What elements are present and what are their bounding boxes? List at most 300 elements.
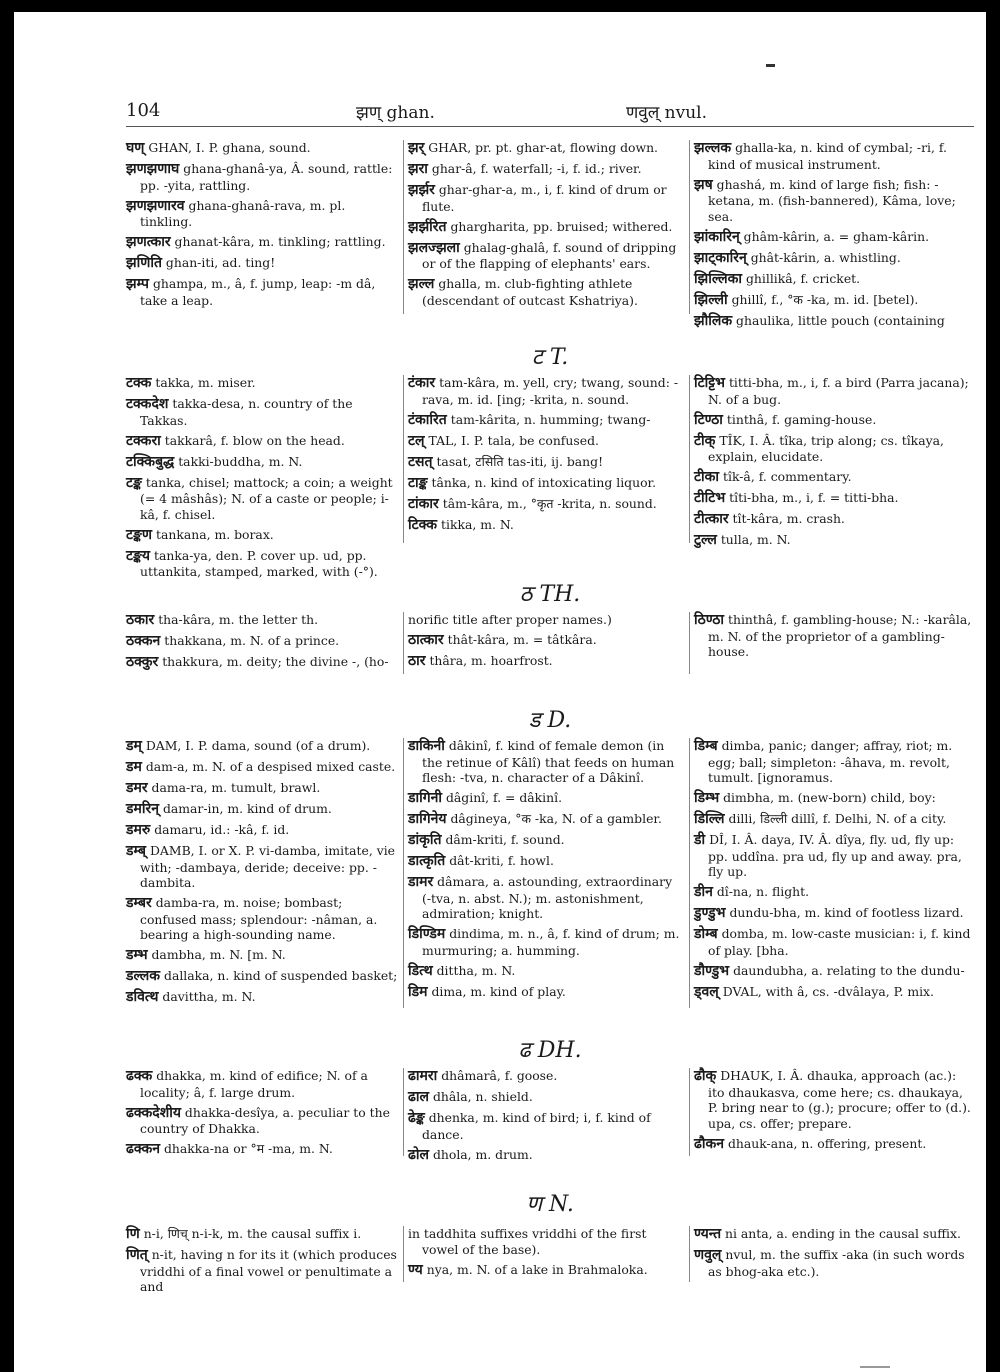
dictionary-entry bbox=[408, 811, 684, 828]
entry-definition: dindima, m. n., â, f. kind of drum; m. murmuring; a. humming. bbox=[422, 926, 680, 958]
dictionary-entry bbox=[694, 1226, 974, 1243]
dictionary-entry bbox=[694, 984, 974, 1001]
entry-definition: DAM, I. P. dama, sound (of a drum). bbox=[145, 738, 371, 753]
entry-definition: thakkura, m. deity; the divine -, (ho- bbox=[162, 654, 389, 669]
headword-devanagari: डागिनेय bbox=[408, 811, 447, 827]
column-divider bbox=[403, 1226, 404, 1282]
headword-devanagari: झांकारिन् bbox=[694, 228, 740, 245]
entry-definition: DHAUK, I. Â. dhauka, approach (ac.): ito dhaukasva, come here; cs. dhaukaya, P. bring near to (g.); procure; offer to (d.). upa, cs. offer; prepare. bbox=[708, 1068, 971, 1131]
dictionary-entry bbox=[694, 612, 974, 660]
entry-definition: dhauk-ana, n. offering, present. bbox=[727, 1135, 927, 1151]
dictionary-entry bbox=[126, 612, 398, 629]
dictionary-entry bbox=[694, 1247, 974, 1279]
dictionary-entry bbox=[694, 292, 974, 309]
scan-right-border bbox=[986, 0, 1000, 1372]
entry-definition: domba, m. low-caste musician: i, f. kind of play. [bha. bbox=[708, 926, 971, 958]
headword-devanagari: झणत्कार bbox=[126, 234, 171, 250]
dictionary-entry bbox=[126, 738, 398, 755]
dictionary-entry bbox=[408, 475, 684, 492]
dictionary-entry bbox=[126, 375, 398, 392]
dictionary-entry bbox=[408, 653, 684, 670]
entry-definition: tîti-bha, m., i, f. = titti-bha. bbox=[729, 490, 899, 505]
headword-devanagari: टिट्टिभ bbox=[694, 375, 725, 391]
dictionary-column bbox=[694, 612, 974, 664]
entry-definition: dâkinî, f. kind of female demon (in the retinue of Kâlî) that feeds on human flesh: -tva, n. character of a Dâkinî. bbox=[422, 738, 675, 785]
headword-devanagari: ढक्कन bbox=[126, 1141, 161, 1157]
dictionary-column bbox=[126, 612, 398, 675]
headword-devanagari: डिम्ब bbox=[694, 738, 718, 754]
entry-definition: tânka, n. kind of intoxicating liquor. bbox=[431, 474, 657, 490]
headword-devanagari: झणिति bbox=[126, 255, 162, 271]
headword-devanagari: टंकार bbox=[408, 375, 436, 391]
entry-definition: n-it, having n for its it (which produces vriddhi of a final vowel or penultimate a and bbox=[140, 1247, 397, 1294]
dictionary-entry bbox=[126, 1141, 398, 1158]
dictionary-entry bbox=[694, 926, 974, 958]
dictionary-entry bbox=[126, 140, 398, 157]
entry-definition: dî-na, n. flight. bbox=[716, 884, 810, 899]
entry-definition: ghillikâ, f. cricket. bbox=[745, 270, 861, 286]
headword-devanagari: डात्कृति bbox=[408, 853, 446, 869]
entry-definition: tinthâ, f. gaming-house. bbox=[726, 411, 877, 427]
dictionary-entry bbox=[694, 905, 974, 922]
entry-definition: ghaulika, little pouch (containing bbox=[736, 312, 945, 328]
entry-definition: ghar-â, f. waterfall; -i, f. id.; river. bbox=[431, 161, 642, 176]
headword-devanagari: डम्ब् bbox=[126, 843, 147, 859]
entry-definition: damba-ra, m. noise; bombast; confused mass; splendour: -nâman, a. bearing a high-sounding name. bbox=[140, 895, 378, 942]
dictionary-entry bbox=[126, 989, 398, 1006]
column-divider bbox=[689, 375, 690, 543]
entry-definition: dâm-kriti, f. sound. bbox=[445, 832, 565, 847]
entry-definition: thâra, m. hoarfrost. bbox=[429, 653, 553, 668]
headword-devanagari: झर्झरित bbox=[408, 218, 447, 235]
dictionary-entry bbox=[694, 490, 974, 507]
dictionary-entry bbox=[694, 1068, 974, 1131]
running-header bbox=[126, 100, 974, 124]
entry-definition: damar-in, m. kind of drum. bbox=[162, 801, 332, 816]
headword-devanagari: डांकृति bbox=[408, 832, 442, 848]
dictionary-entry bbox=[126, 255, 398, 272]
dictionary-entry bbox=[126, 633, 398, 650]
entry-definition: ghalag-ghalâ, f. sound of dripping or of the flapping of elephants' ears. bbox=[422, 239, 677, 271]
dictionary-entry bbox=[408, 1262, 684, 1279]
headword-devanagari: टल् bbox=[408, 432, 425, 449]
dictionary-entry bbox=[126, 968, 398, 985]
headword-devanagari: डामर bbox=[408, 874, 434, 890]
headword-devanagari: टङ्कण bbox=[126, 526, 153, 543]
entry-definition: takka, m. miser. bbox=[155, 375, 256, 390]
headword-devanagari: टिक्क bbox=[408, 516, 438, 533]
entry-definition: thakkana, m. N. of a prince. bbox=[164, 633, 340, 648]
dictionary-entry bbox=[408, 632, 684, 649]
dictionary-entry bbox=[408, 496, 684, 513]
headword-devanagari: टक्करा bbox=[126, 432, 161, 449]
dictionary-entry bbox=[694, 790, 974, 807]
entry-definition: GHAN, I. P. ghana, sound. bbox=[148, 140, 311, 155]
headword-devanagari: झणझणाघ bbox=[126, 161, 180, 177]
dictionary-entry bbox=[408, 790, 684, 807]
dictionary-entry bbox=[126, 822, 398, 839]
dictionary-column bbox=[408, 612, 684, 674]
entry-definition: tam-kârita, n. humming; twang- bbox=[450, 411, 651, 427]
headword-devanagari: ड्वल् bbox=[694, 983, 719, 1000]
headword-devanagari: टीका bbox=[694, 469, 720, 485]
entry-definition: ghalla, m. club-fighting athlete (descendant of outcast Kshatriya). bbox=[422, 276, 638, 308]
headword-devanagari: डम्बर bbox=[126, 895, 152, 911]
dictionary-entry bbox=[408, 984, 684, 1001]
headword-devanagari: टङ्क bbox=[126, 474, 142, 491]
section-heading: ट T. bbox=[531, 345, 569, 370]
headword-devanagari: डोम्ब bbox=[694, 926, 718, 942]
dictionary-entry bbox=[694, 884, 974, 901]
headword-devanagari: ढक्क bbox=[126, 1068, 153, 1084]
dictionary-entry bbox=[126, 759, 398, 776]
entry-definition: TÎK, I. Â. tîka, trip along; cs. tîkaya, explain, elucidate. bbox=[708, 432, 944, 464]
dictionary-entry bbox=[408, 517, 684, 534]
headword-devanagari: ढाल bbox=[408, 1089, 429, 1105]
headword-devanagari: टङ्कय bbox=[126, 547, 151, 564]
dictionary-entry bbox=[408, 1147, 684, 1164]
section-heading: ड D. bbox=[528, 708, 572, 733]
dictionary-entry bbox=[126, 1105, 398, 1137]
headword-devanagari: टांकार bbox=[408, 495, 439, 512]
dictionary-column bbox=[126, 375, 398, 584]
dictionary-entry bbox=[126, 548, 398, 580]
dictionary-entry bbox=[408, 738, 684, 786]
column-divider bbox=[403, 738, 404, 1008]
dictionary-column bbox=[694, 1068, 974, 1157]
entry-definition: daundubha, a. relating to the dundu- bbox=[733, 962, 965, 978]
section-heading: ण N. bbox=[526, 1192, 574, 1217]
entry-definition: tanka-ya, den. P. cover up. ud, pp. uttankita, stamped, marked, with (-°). bbox=[140, 547, 378, 579]
column-divider bbox=[403, 1068, 404, 1156]
headword-devanagari: डवित्थ bbox=[126, 989, 159, 1005]
headword-devanagari: टंकारित bbox=[408, 411, 447, 428]
dictionary-entry bbox=[408, 1089, 684, 1106]
dictionary-entry bbox=[694, 375, 974, 407]
entry-definition: dilli, डिल्ली dillî, f. Delhi, N. of a city. bbox=[728, 811, 947, 826]
entry-definition: dhola, m. drum. bbox=[432, 1146, 533, 1162]
bottom-edge-mark bbox=[860, 1366, 890, 1368]
dictionary-entry bbox=[126, 396, 398, 428]
dictionary-column bbox=[694, 375, 974, 553]
headword-devanagari: झल्लक bbox=[694, 140, 732, 156]
dictionary-column bbox=[126, 738, 398, 1010]
dictionary-entry bbox=[126, 947, 398, 964]
dictionary-entry bbox=[126, 161, 398, 193]
headword-devanagari: टक्क bbox=[126, 375, 152, 391]
headword-devanagari: झणझणारव bbox=[126, 197, 185, 214]
dictionary-entry bbox=[126, 527, 398, 544]
headword-devanagari: झल्ल bbox=[408, 276, 435, 292]
entry-definition: ghan-iti, ad. ting! bbox=[165, 255, 276, 270]
entry-definition: DAMB, I. or X. P. vi-damba, imitate, vie with; -dambaya, deride; deceive: pp. -dambita. bbox=[140, 843, 395, 890]
dictionary-entry bbox=[694, 412, 974, 429]
dictionary-entry bbox=[694, 177, 974, 225]
headword-devanagari: ण्य bbox=[408, 1261, 423, 1278]
right-running-head: णवुल् nvul. bbox=[626, 103, 708, 123]
headword-devanagari: ढौक् bbox=[694, 1068, 717, 1084]
entry-definition: DÎ, I. Â. daya, IV. Â. dîya, fly. ud, fly up: pp. uddîna. pra ud, fly up and away. pra, fly up. bbox=[708, 832, 962, 879]
section-heading: ठ TH. bbox=[519, 582, 581, 607]
entry-definition: takki-buddha, m. N. bbox=[178, 453, 303, 469]
dictionary-entry bbox=[408, 874, 684, 922]
dictionary-entry bbox=[408, 219, 684, 236]
headword-devanagari: ढोल bbox=[408, 1146, 429, 1163]
headword-devanagari: डौण्डुभ bbox=[694, 962, 730, 979]
headword-devanagari: टीक् bbox=[694, 432, 716, 449]
dictionary-entry bbox=[408, 161, 684, 178]
headword-devanagari: झर् bbox=[408, 140, 425, 156]
dictionary-column bbox=[126, 1226, 398, 1299]
entry-definition: nvul, m. the suffix -aka (in such words as bhog-aka etc.). bbox=[708, 1247, 965, 1279]
headword-devanagari: ढेङ्क bbox=[408, 1110, 425, 1126]
entry-definition: dâginî, f. = dâkinî. bbox=[445, 790, 563, 805]
dictionary-column bbox=[408, 375, 684, 538]
dictionary-entry bbox=[126, 433, 398, 450]
dictionary-entry bbox=[126, 1068, 398, 1100]
entry-definition: dhâla, n. shield. bbox=[432, 1089, 533, 1104]
entry-definition: tha-kâra, m. the letter th. bbox=[158, 612, 319, 627]
dictionary-entry bbox=[694, 250, 974, 267]
entry-definition: dâgineya, °क -ka, N. of a gambler. bbox=[450, 811, 662, 826]
headword-devanagari: णवुल् bbox=[694, 1247, 722, 1263]
headword-devanagari: टीटिभ bbox=[694, 490, 726, 506]
dictionary-entry bbox=[126, 801, 398, 818]
entry-definition: tasat, टसिति tas-iti, ij. bang! bbox=[436, 453, 604, 469]
dictionary-entry bbox=[126, 454, 398, 471]
dictionary-entry bbox=[126, 234, 398, 251]
dictionary-entry bbox=[694, 532, 974, 549]
headword-devanagari: णि bbox=[126, 1226, 140, 1242]
dictionary-entry bbox=[408, 375, 684, 407]
entry-definition: dhâmarâ, f. goose. bbox=[441, 1068, 558, 1083]
headword-devanagari: ढौकन bbox=[694, 1135, 725, 1152]
entry-definition: tîk-â, f. commentary. bbox=[723, 469, 852, 484]
entry-definition: tam-kâra, m. yell, cry; twang, sound: -rava, m. id. [ing; -krita, n. sound. bbox=[422, 375, 679, 407]
column-divider bbox=[689, 1226, 690, 1282]
entry-definition: dima, m. kind of play. bbox=[431, 983, 566, 999]
entry-definition: dât-kriti, f. howl. bbox=[449, 853, 554, 868]
dictionary-entry bbox=[408, 412, 684, 429]
headword-devanagari: ढक्कदेशीय bbox=[126, 1104, 181, 1121]
headword-devanagari: झर्झर bbox=[408, 182, 435, 198]
column-divider bbox=[689, 738, 690, 1008]
headword-devanagari: झष bbox=[694, 176, 713, 193]
dictionary-section bbox=[126, 708, 974, 1016]
dictionary-column bbox=[408, 140, 684, 313]
headword-devanagari: टसत् bbox=[408, 453, 433, 470]
headword-devanagari: घण् bbox=[126, 140, 145, 156]
entry-definition: dallaka, n. kind of suspended basket; bbox=[164, 968, 398, 983]
dictionary-entry bbox=[408, 963, 684, 980]
headword-devanagari: ठार bbox=[408, 653, 426, 669]
dictionary-entry bbox=[694, 738, 974, 786]
headword-devanagari: ठक्कन bbox=[126, 633, 161, 649]
dictionary-column bbox=[694, 1226, 974, 1284]
headword-devanagari: डम्भ bbox=[126, 947, 148, 963]
scan-top-border bbox=[0, 0, 1000, 12]
entry-definition: ghana-ghanâ-ya, Â. sound, rattle: pp. -yita, rattling. bbox=[140, 161, 393, 193]
dictionary-column bbox=[408, 1068, 684, 1168]
entry-definition: nya, m. N. of a lake in Brahmaloka. bbox=[426, 1261, 648, 1277]
headword-devanagari: झलज्झला bbox=[408, 239, 460, 256]
entry-definition: dimbha, m. (new-born) child, boy: bbox=[723, 790, 936, 805]
entry-definition: dhakka-na or °म -ma, m. N. bbox=[164, 1141, 333, 1156]
headword-devanagari: डिम्भ bbox=[694, 790, 720, 806]
entry-definition: thinthâ, f. gambling-house; N.: -karâla, m. N. of the proprietor of a gambling-house. bbox=[708, 612, 972, 659]
entry-definition: ghampa, m., â, f. jump, leap: -m dâ, take a leap. bbox=[140, 276, 376, 308]
entry-definition: tît-kâra, m. crash. bbox=[732, 511, 845, 526]
headword-devanagari: डागिनी bbox=[408, 790, 443, 806]
dictionary-entry bbox=[408, 1110, 684, 1142]
dictionary-entry bbox=[408, 454, 684, 471]
headword-devanagari: डिण्डिम bbox=[408, 926, 446, 942]
dictionary-entry bbox=[126, 1226, 398, 1243]
dictionary-entry bbox=[694, 511, 974, 528]
headword-devanagari: ण्यन्त bbox=[694, 1226, 722, 1242]
entry-definition: dhakka-desîya, a. peculiar to the country of Dhakka. bbox=[140, 1104, 390, 1136]
headword-devanagari: ठिण्ठा bbox=[694, 612, 725, 628]
headword-devanagari: डिम bbox=[408, 983, 428, 1000]
dictionary-entry bbox=[694, 140, 974, 172]
column-divider bbox=[403, 140, 404, 314]
entry-definition: ghargharita, pp. bruised; withered. bbox=[450, 218, 673, 234]
entry-definition: davittha, m. N. bbox=[162, 989, 256, 1004]
entry-definition: ghalla-ka, n. kind of cymbal; -ri, f. kind of musical instrument. bbox=[708, 140, 947, 172]
dictionary-column bbox=[408, 1226, 684, 1283]
headword-devanagari: झाट्कारिन् bbox=[694, 249, 747, 266]
dictionary-entry bbox=[694, 271, 974, 288]
dictionary-entry bbox=[408, 140, 684, 157]
column-divider bbox=[689, 1068, 690, 1156]
dictionary-column bbox=[126, 140, 398, 313]
entry-definition: GHAR, pr. pt. ghar-at, flowing down. bbox=[428, 140, 658, 155]
dictionary-entry bbox=[126, 895, 398, 943]
entry-definition: dâmara, a. astounding, extraordinary (-tva, n. abst. N.); m. astonishment, admiration; knight. bbox=[422, 874, 673, 921]
dictionary-entry bbox=[408, 853, 684, 870]
headword-devanagari: ठात्कार bbox=[408, 632, 444, 648]
section-heading: ढ DH. bbox=[518, 1038, 582, 1063]
entry-definition: tikka, m. N. bbox=[441, 516, 514, 532]
headword-devanagari: टाङ्क bbox=[408, 474, 428, 491]
headword-devanagari: टिण्ठा bbox=[694, 411, 723, 428]
dictionary-column bbox=[694, 738, 974, 1005]
headword-devanagari: टक्कदेश bbox=[126, 396, 169, 412]
entry-definition: titti-bha, m., i, f. a bird (Parra jacana); N. of a bug. bbox=[708, 375, 969, 407]
dictionary-entry bbox=[126, 780, 398, 797]
stray-mark bbox=[766, 64, 775, 67]
column-divider bbox=[403, 612, 404, 674]
headword-devanagari: झरा bbox=[408, 161, 428, 177]
dictionary-entry bbox=[408, 832, 684, 849]
dictionary-entry bbox=[408, 182, 684, 214]
headword-devanagari: ढामरा bbox=[408, 1068, 438, 1084]
dictionary-entry bbox=[408, 240, 684, 272]
entry-definition: dimba, panic; danger; affray, riot; m. egg; ball; simpleton: -âhava, m. revolt, tumult. [ignoramus. bbox=[708, 738, 953, 785]
entry-definition: dhakka, m. kind of edifice; N. of a locality; â, f. large drum. bbox=[140, 1068, 368, 1100]
dictionary-entry bbox=[694, 229, 974, 246]
entry-definition: dundu-bha, m. kind of footless lizard. bbox=[729, 905, 964, 920]
entry-definition: ghar-ghar-a, m., i, f. kind of drum or flute. bbox=[422, 182, 667, 214]
dictionary-entry bbox=[694, 469, 974, 486]
dictionary-section bbox=[126, 345, 974, 579]
dictionary-entry bbox=[694, 1136, 974, 1153]
headword-devanagari: डीन bbox=[694, 884, 713, 900]
dictionary-entry bbox=[694, 832, 974, 880]
entry-definition: ghillî, f., °क -ka, m. id. [betel). bbox=[731, 291, 919, 307]
entry-definition: ghashá, m. kind of large fish; fish: -ketana, m. (fish-bannered), Kâma, love; sea. bbox=[708, 176, 956, 224]
entry-definition: tankana, m. borax. bbox=[156, 526, 274, 542]
headword-devanagari: डाकिनी bbox=[408, 738, 445, 754]
dictionary-entry bbox=[126, 1247, 398, 1295]
dictionary-section bbox=[126, 1192, 974, 1294]
left-running-head: झण् ghan. bbox=[356, 103, 435, 123]
dictionary-section bbox=[126, 1038, 974, 1164]
page-number: 104 bbox=[126, 100, 161, 121]
headword-devanagari: डुण्डुभ bbox=[694, 905, 726, 921]
headword-devanagari: टुल्ल bbox=[694, 532, 717, 548]
dictionary-entry bbox=[408, 433, 684, 450]
entry-definition: takka-desa, n. country of the Takkas. bbox=[140, 396, 353, 428]
headword-devanagari: डमरु bbox=[126, 822, 151, 838]
entry-definition: dama-ra, m. tumult, brawl. bbox=[151, 780, 321, 795]
headword-devanagari: डल्लक bbox=[126, 968, 161, 984]
dictionary-entry bbox=[408, 1068, 684, 1085]
headword-devanagari: ठकार bbox=[126, 612, 155, 628]
dictionary-section bbox=[126, 582, 974, 682]
headword-devanagari: डिल्लि bbox=[694, 811, 725, 827]
dictionary-entry bbox=[694, 963, 974, 980]
headword-devanagari: डमरिन् bbox=[126, 801, 159, 817]
column-divider bbox=[403, 375, 404, 543]
dictionary-column bbox=[126, 1068, 398, 1162]
entry-definition: dhenka, m. kind of bird; i, f. kind of dance. bbox=[422, 1110, 651, 1142]
headword-devanagari: टक्किबुद्ध bbox=[126, 453, 175, 470]
dictionary-column bbox=[694, 140, 974, 334]
dictionary-entry bbox=[408, 276, 684, 308]
entry-definition: ghât-kârin, a. whistling. bbox=[750, 249, 901, 265]
headword-devanagari: डित्थ bbox=[408, 962, 433, 979]
entry-definition: TAL, I. P. tala, be confused. bbox=[428, 432, 599, 448]
headword-devanagari: डम bbox=[126, 759, 142, 775]
entry-definition: tulla, m. N. bbox=[720, 532, 791, 547]
dictionary-entry bbox=[126, 654, 398, 671]
entry-definition: in taddhita suffixes vriddhi of the first vowel of the base). bbox=[408, 1226, 647, 1257]
entry-definition: ghâm-kârin, a. = gham-kârin. bbox=[743, 228, 930, 244]
entry-definition: ghanat-kâra, m. tinkling; rattling. bbox=[174, 234, 386, 249]
entry-definition: dam-a, m. N. of a despised mixed caste. bbox=[145, 759, 396, 774]
headword-devanagari: झिल्लिका bbox=[694, 270, 743, 287]
entry-definition: takkarâ, f. blow on the head. bbox=[164, 432, 345, 448]
headword-devanagari: डम् bbox=[126, 738, 142, 754]
dictionary-entry bbox=[126, 475, 398, 523]
dictionary-entry bbox=[694, 433, 974, 465]
headword-devanagari: डमर bbox=[126, 780, 148, 796]
column-divider bbox=[689, 140, 690, 314]
entry-definition: ni anta, a. ending in the causal suffix. bbox=[725, 1226, 961, 1241]
dictionary-entry bbox=[408, 612, 684, 628]
entry-definition: dittha, m. N. bbox=[436, 962, 516, 978]
headword-devanagari: डी bbox=[694, 832, 706, 848]
headword-devanagari: ठक्कुर bbox=[126, 654, 159, 670]
dictionary-entry bbox=[408, 1226, 684, 1257]
headword-devanagari: झौलिक bbox=[694, 312, 733, 329]
scan-left-border bbox=[0, 0, 14, 1372]
entry-definition: tâm-kâra, m., °कृत -krita, n. sound. bbox=[442, 495, 657, 511]
dictionary-entry bbox=[126, 843, 398, 891]
dictionary-entry bbox=[408, 926, 684, 958]
entry-definition: ghana-ghanâ-rava, m. pl. tinkling. bbox=[140, 197, 346, 229]
